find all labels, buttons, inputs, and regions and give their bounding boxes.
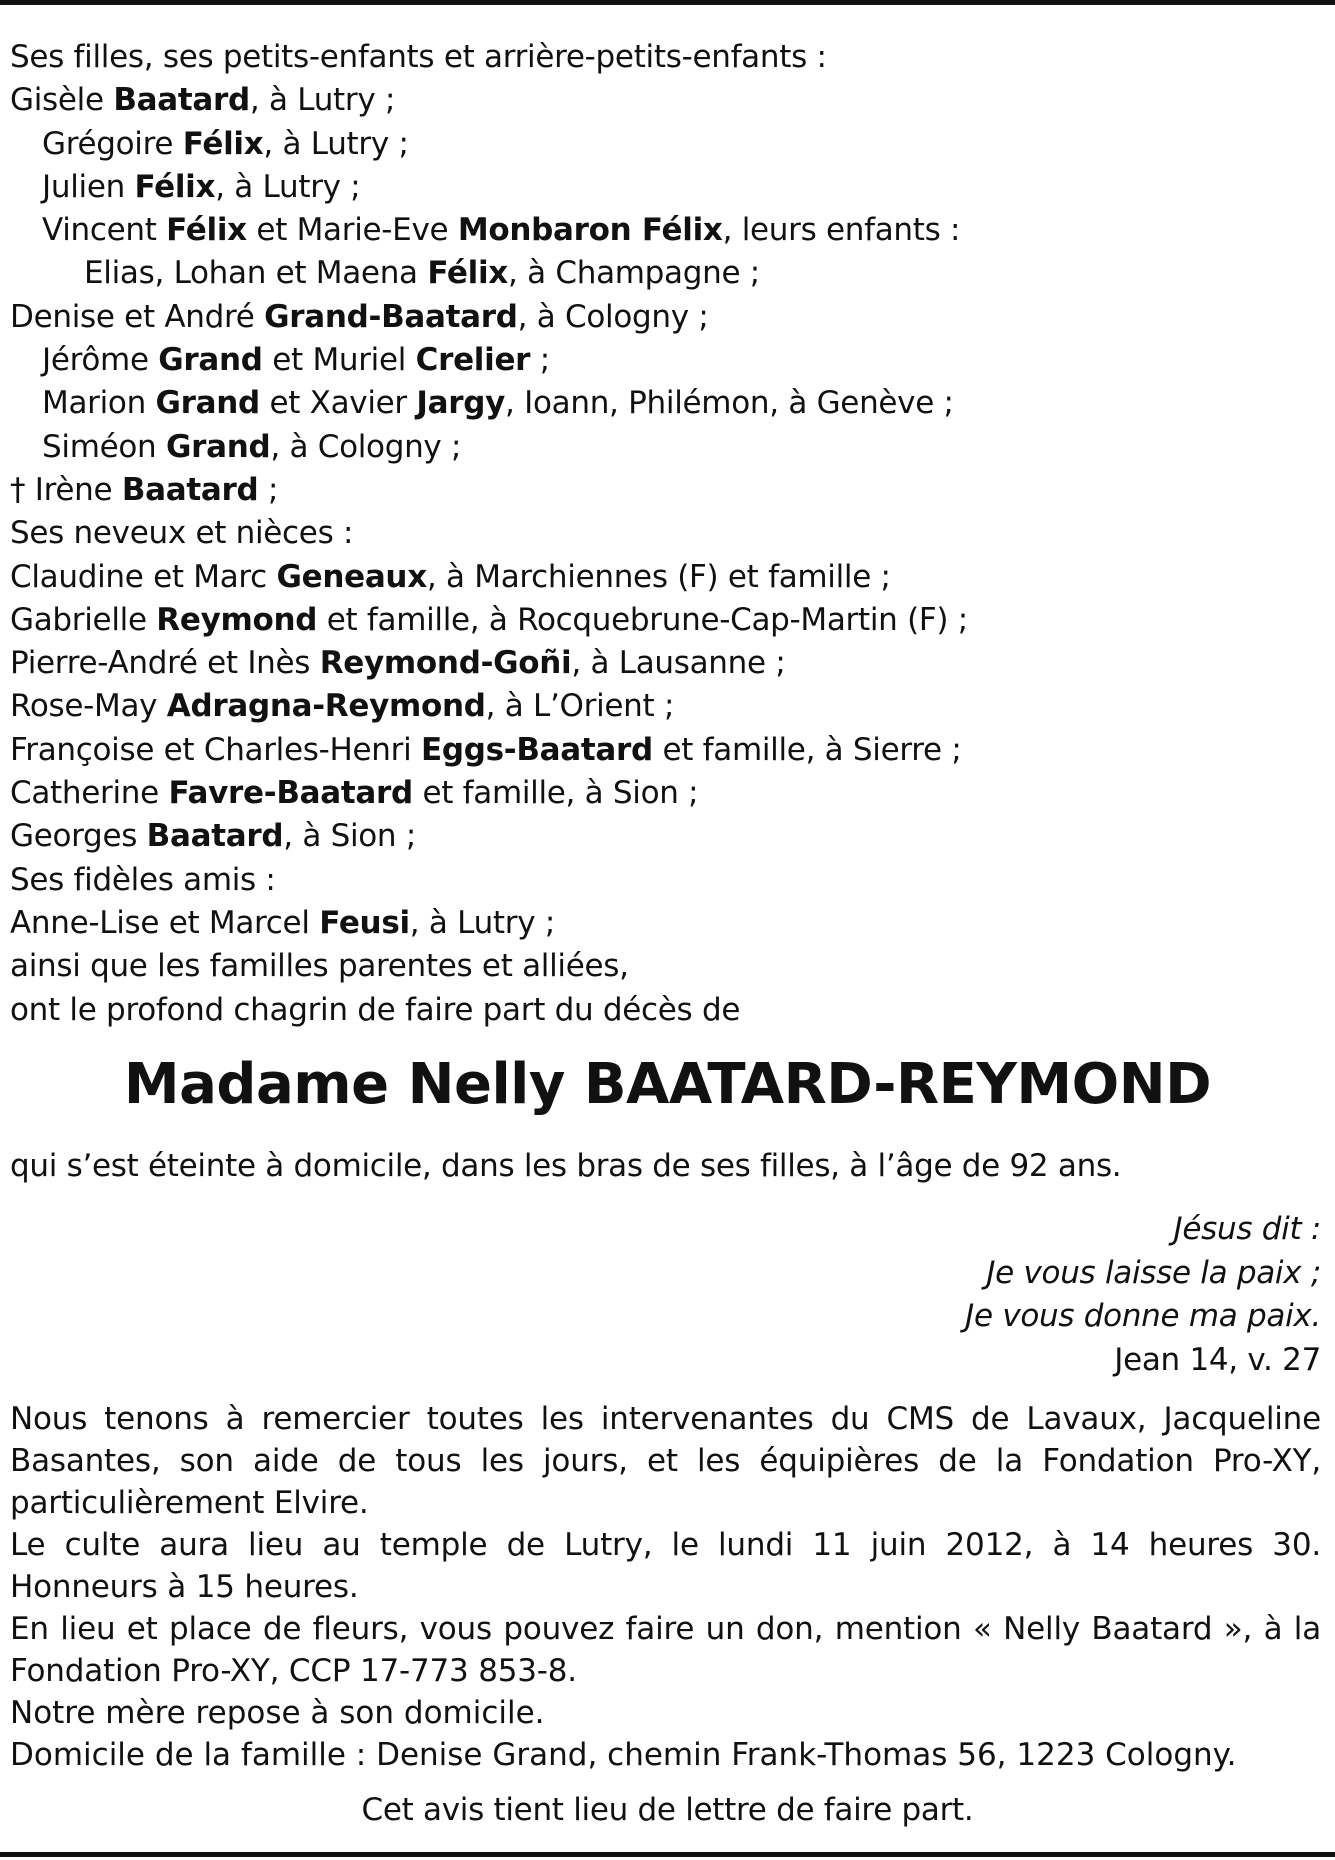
text-fragment: , à L’Orient ;: [485, 688, 675, 725]
top-rule: [0, 0, 1335, 5]
family-line: [10, 469, 1320, 512]
family-list: [10, 36, 1320, 1032]
text-fragment: Ses filles, ses petits-enfants et arrière-petits-enfants :: [10, 39, 827, 75]
text-fragment: , à Lutry ;: [263, 125, 409, 162]
footer-note: Cet avis tient lieu de lettre de faire part.: [361, 1792, 974, 1828]
text-fragment: ;: [258, 471, 279, 508]
family-line: [10, 296, 1320, 339]
text-fragment: Siméon: [42, 428, 166, 465]
text-fragment: Gabrielle: [10, 601, 157, 638]
family-line: [10, 945, 1320, 988]
surname: Félix: [134, 168, 216, 205]
family-line: [10, 426, 1320, 469]
text-fragment: Ses fidèles amis :: [10, 861, 276, 898]
surname: Geneaux: [276, 558, 427, 595]
text-fragment: , à Lausanne ;: [571, 645, 786, 682]
surname: Crelier: [415, 342, 531, 379]
family-line: [10, 36, 1320, 79]
surname: Feusi: [319, 904, 410, 941]
text-fragment: , à Lutry ;: [249, 82, 396, 119]
surname: Félix: [166, 212, 247, 249]
text-fragment: ainsi que les familles parentes et alliées,: [10, 948, 629, 985]
text-fragment: , à Champagne ;: [508, 255, 760, 292]
text-fragment: , à Marchiennes (F) et famille ;: [426, 558, 891, 595]
family-line: [10, 772, 1320, 815]
bottom-rule: [0, 1852, 1335, 1857]
address-paragraph: Domicile de la famille : Denise Grand, chemin Frank-Thomas 56, 1223 Cologny.: [10, 1737, 1237, 1773]
family-line: [10, 209, 1320, 252]
family-line: [10, 685, 1320, 728]
text-fragment: Denise et André: [10, 298, 265, 335]
family-line: [10, 123, 1320, 166]
quote-line-2: Je vous laisse la paix ;: [986, 1254, 1321, 1291]
text-fragment: Marion: [42, 385, 156, 422]
text-fragment: Grégoire: [42, 125, 183, 162]
notice-body: [10, 1398, 1321, 1776]
surname: Félix: [182, 125, 264, 162]
text-fragment: † Irène: [10, 471, 122, 508]
family-line: [10, 79, 1320, 122]
surname: Reymond: [156, 601, 318, 638]
text-fragment: Vincent: [42, 212, 167, 249]
age-line: qui s’est éteinte à domicile, dans les bras de ses filles, à l’âge de 92 ans.: [10, 1148, 1122, 1184]
surname: Grand-Baatard: [264, 298, 518, 335]
family-line: [10, 599, 1320, 642]
surname: Grand: [155, 385, 260, 422]
text-fragment: Jérôme: [42, 342, 159, 379]
text-fragment: , à Cologny ;: [270, 428, 462, 465]
text-fragment: et Xavier: [259, 385, 417, 422]
surname: Adragna-Reymond: [166, 688, 486, 725]
family-line: [10, 815, 1320, 858]
text-fragment: Ses neveux et nièces :: [10, 515, 354, 552]
family-line: [10, 339, 1320, 382]
surname: Grand: [165, 428, 271, 465]
quote-line-1: Jésus dit :: [1173, 1211, 1321, 1247]
family-line: [10, 512, 1320, 555]
text-fragment: Rose-May: [10, 688, 167, 725]
text-fragment: Françoise et Charles-Henri: [10, 731, 421, 768]
text-fragment: , à Cologny ;: [517, 298, 709, 335]
surname: Baatard: [121, 471, 259, 508]
surname: Grand: [158, 342, 263, 379]
surname: Eggs-Baatard: [420, 731, 653, 768]
text-fragment: et Muriel: [262, 342, 416, 379]
surname: Baatard: [146, 818, 284, 855]
family-line: [10, 859, 1320, 902]
text-fragment: Gisèle: [10, 82, 114, 119]
text-fragment: Anne-Lise et Marcel: [10, 904, 320, 941]
text-fragment: et famille, à Sierre ;: [652, 731, 962, 768]
text-fragment: et famille, à Sion ;: [412, 775, 699, 812]
text-fragment: ;: [530, 342, 550, 379]
deceased-name: Madame Nelly BAATARD-REYMOND: [123, 1052, 1212, 1117]
text-fragment: , Ioann, Philémon, à Genève ;: [505, 385, 954, 422]
family-line: [10, 989, 1320, 1032]
text-fragment: , à Lutry ;: [215, 168, 361, 205]
family-line: [10, 252, 1320, 295]
surname: Jargy: [416, 385, 506, 422]
family-line: [10, 382, 1320, 425]
quote-line-3: Je vous donne ma paix.: [965, 1298, 1321, 1334]
surname: Baatard: [113, 82, 250, 119]
rest-paragraph: Notre mère repose à son domicile.: [10, 1695, 545, 1731]
bible-quote: [965, 1208, 1321, 1382]
text-fragment: Claudine et Marc: [10, 558, 277, 595]
text-fragment: , à Sion ;: [283, 818, 416, 855]
text-fragment: Georges: [10, 818, 147, 855]
family-line: [10, 642, 1320, 685]
text-fragment: Elias, Lohan et Maena: [84, 255, 428, 292]
text-fragment: ont le profond chagrin de faire part du décès de: [10, 991, 741, 1028]
text-fragment: , à Lutry ;: [409, 904, 555, 941]
family-line: [10, 902, 1320, 945]
text-fragment: , leurs enfants :: [722, 212, 961, 249]
family-line: [10, 729, 1320, 772]
surname: Reymond-Goñi: [319, 645, 572, 682]
surname: Favre-Baatard: [168, 775, 413, 812]
text-fragment: Catherine: [10, 775, 169, 812]
surname: Félix: [427, 255, 509, 292]
donation-paragraph: En lieu et place de fleurs, vous pouvez faire un don, mention « Nelly Baatard », à la Fondation Pro-XY, CCP 17-773 853-8.: [10, 1611, 1321, 1689]
surname: Monbaron Félix: [457, 212, 723, 249]
text-fragment: Julien: [42, 168, 135, 205]
thanks-paragraph: Nous tenons à remercier toutes les intervenantes du CMS de Lavaux, Jacqueline Basantes, son aide de tous les jours, et les équipières de la Fondation Pro-XY, particulièrement Elvire.: [10, 1401, 1321, 1521]
text-fragment: et famille, à Rocquebrune-Cap-Martin (F) ;: [317, 601, 968, 638]
text-fragment: et Marie-Eve: [246, 212, 458, 249]
family-line: [10, 556, 1320, 599]
family-line: [10, 166, 1320, 209]
service-paragraph: Le culte aura lieu au temple de Lutry, le lundi 11 juin 2012, à 14 heures 30. Honneurs à 15 heures.: [10, 1527, 1321, 1605]
quote-reference: Jean 14, v. 27: [1114, 1341, 1321, 1378]
text-fragment: Pierre-André et Inès: [10, 645, 320, 682]
